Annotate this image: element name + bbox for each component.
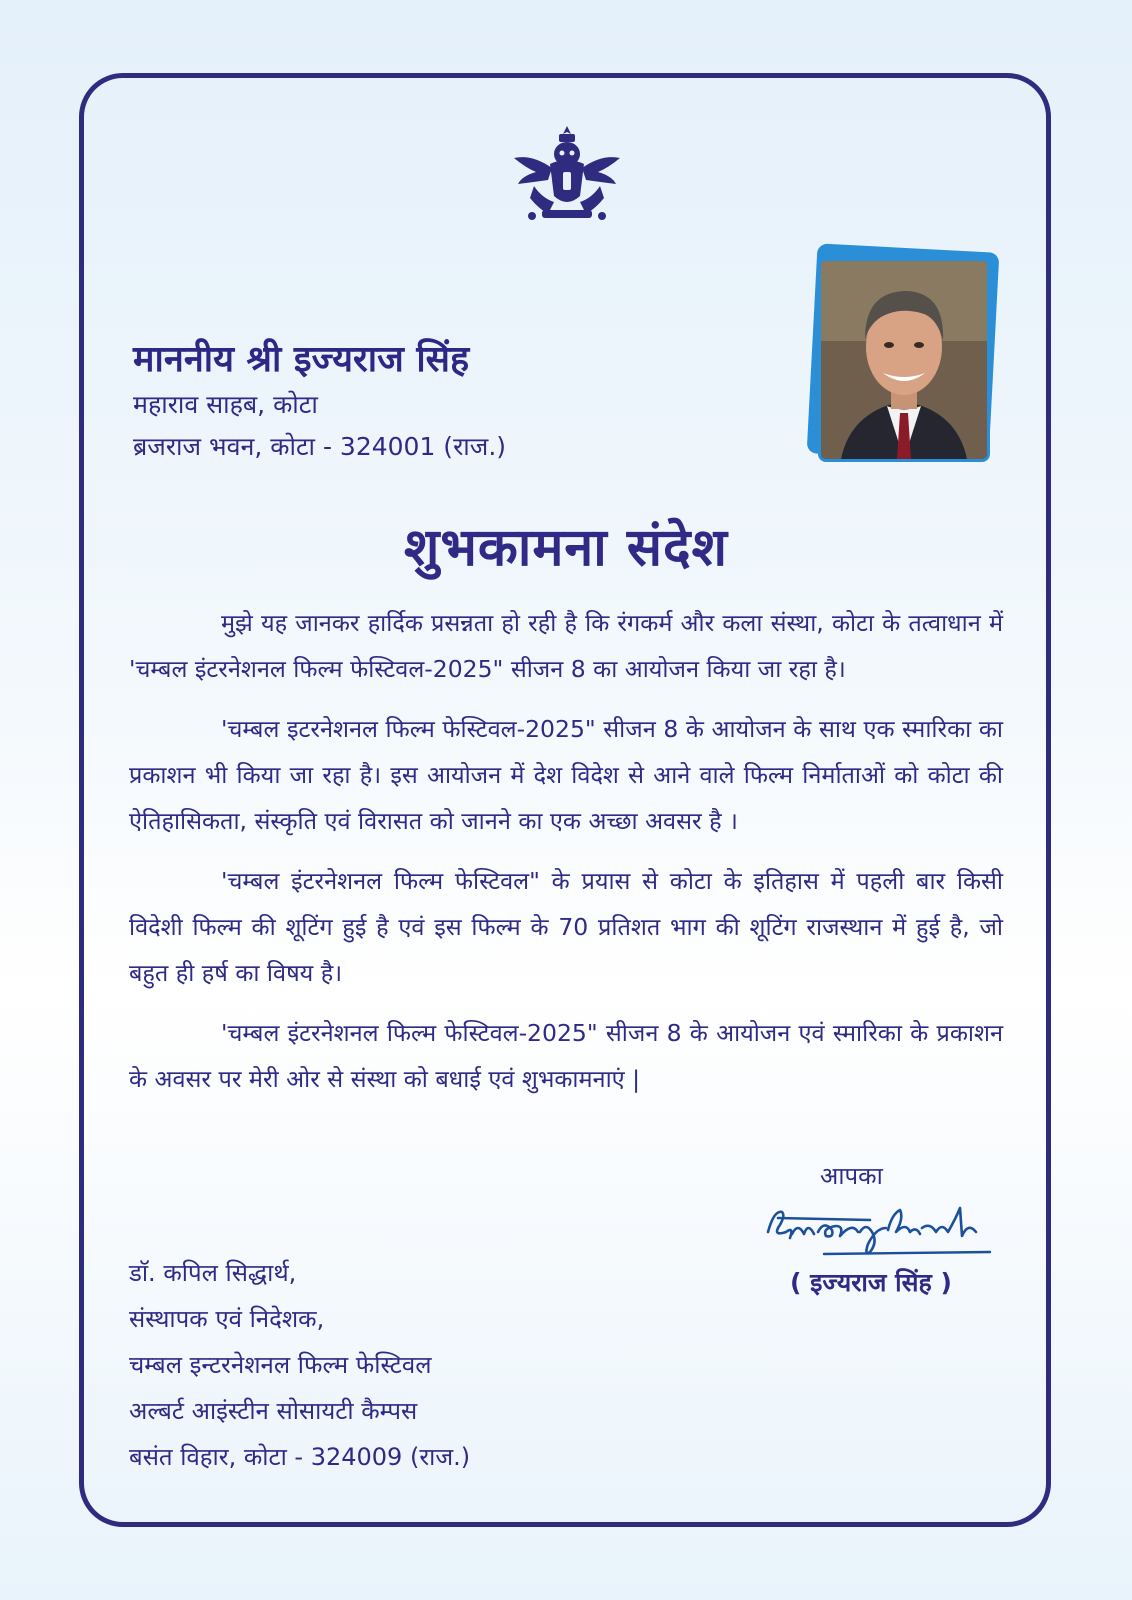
portrait-photo bbox=[818, 258, 990, 462]
message-body bbox=[129, 600, 1003, 1116]
closing-block bbox=[760, 1160, 1020, 1302]
recipient-line: डाॅ. कपिल सिद्धार्थ, bbox=[129, 1259, 297, 1287]
honoree-block bbox=[133, 336, 506, 468]
portrait-photo-card bbox=[808, 248, 998, 468]
royal-crest-icon bbox=[512, 124, 622, 224]
message-paragraph: 'चम्बल इंटरनेशनल फिल्म फेस्टिवल" के प्रयास से कोटा के इतिहास में पहली बार किसी विदेशी फिल्म की शूटिंग हुई है एवं इस फिल्म के 70 प्रतिशत भाग की शूटिंग राजस्थान में हुई है, जो बहुत ही हर्ष का विषय है। bbox=[129, 867, 1003, 987]
message-paragraph: 'चम्बल इटरनेशनल फिल्म फेस्टिवल-2025" सीजन 8 के आयोजन के साथ एक स्मारिका का प्रकाशन भी किया जा रहा है। इस आयोजन में देश विदेश से आने वाले फिल्म निर्माताओं को कोटा की ऐतिहासिकता, संस्कृति एवं विरासत को जानने का एक अच्छा अवसर है । bbox=[129, 715, 1003, 835]
recipient-line: चम्बल इन्टरनेशनल फिल्म फेस्टिवल bbox=[129, 1351, 432, 1379]
honoree-title: महाराव साहब, कोटा bbox=[133, 390, 318, 419]
honoree-address: ब्रजराज भवन, कोटा - 324001 (राज.) bbox=[133, 432, 507, 461]
closing-salutation: आपका bbox=[820, 1162, 883, 1190]
recipient-address bbox=[129, 1250, 470, 1480]
message-paragraph: 'चम्बल इंटरनेशनल फिल्म फेस्टिवल-2025" सीजन 8 के आयोजन एवं स्मारिका के प्रकाशन के अवसर पर मेरी ओर से संस्था को बधाई एवं शुभकामनाएं | bbox=[129, 1019, 1003, 1093]
message-paragraph: मुझे यह जानकर हार्दिक प्रसन्नता हो रही है कि रंगकर्म और कला संस्था, कोटा के तत्वाधान में 'चम्बल इंटरनेशनल फिल्म फेस्टिवल-2025" सीजन 8 का आयोजन किया जा रहा है। bbox=[129, 609, 1003, 683]
message-heading: शुभकामना संदेश bbox=[404, 518, 728, 578]
recipient-line: संस्थापक एवं निदेशक, bbox=[129, 1305, 325, 1333]
recipient-line: अल्बर्ट आइंस्टीन सोसायटी कैम्पस bbox=[129, 1397, 418, 1425]
signatory-name: ( इज्यराज सिंह ) bbox=[790, 1268, 952, 1297]
honoree-name: माननीय श्री इज्यराज सिंह bbox=[133, 339, 470, 380]
recipient-line: बसंत विहार, कोटा - 324009 (राज.) bbox=[129, 1443, 471, 1471]
signature-image bbox=[760, 1192, 1010, 1262]
